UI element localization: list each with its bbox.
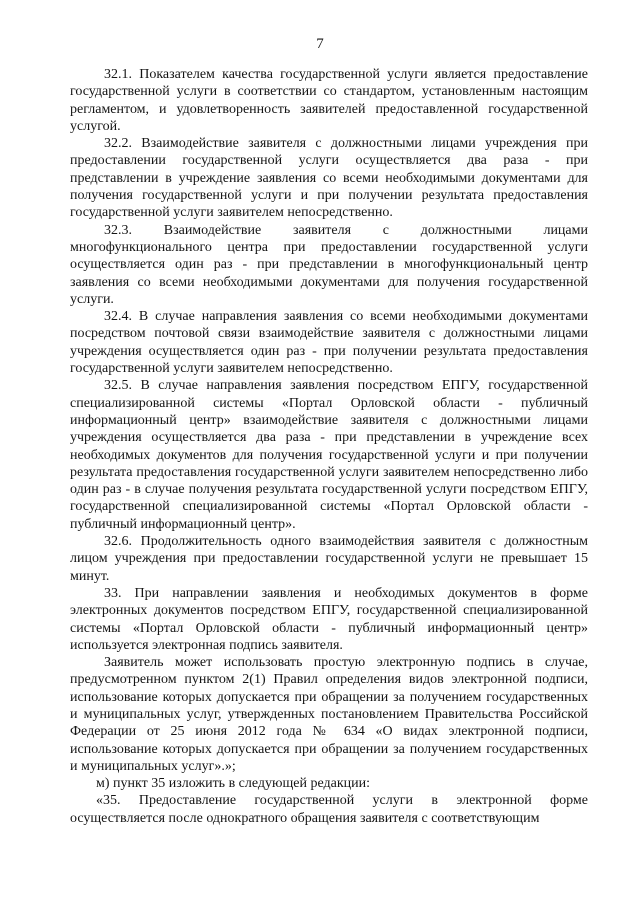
page-number: 7 <box>316 36 324 52</box>
paragraph-33: 33. При направлении заявления и необходимых документов в форме электронных документов посредством ЕПГУ, государственной специализированной системы «Портал Орловской области - публичный информационный центр» используется электронная подпись заявителя. <box>70 585 588 653</box>
paragraph-32-6: 32.6. Продолжительность одного взаимодействия заявителя с должностным лицом учреждения при предоставлении государственной услуги не превышает 15 минут. <box>70 534 588 584</box>
paragraph-32-2: 32.2. Взаимодействие заявителя с должностными лицами учреждения при предоставлении государственной услуги осуществляется два раза - при представлении в учреждение заявления со всеми необходимыми документами для получения государственной услуги и при получении результата предоставления государственной услуги заявителем непосредственно. <box>70 136 588 221</box>
paragraph-32-5: 32.5. В случае направления заявления посредством ЕПГУ, государственной специализированной системы «Портал Орловской области - публичный информационный центр» взаимодействие заявителя с должностными лицами учреждения осуществляется два раза - при представлении в учреждение всех необходимых документов для получения государственной услуги и при получении результата предоставления государственной услуги заявителем непосредственно либо один раз - в случае получения результата государственной услуги посредством ЕПГУ, государственной специализированной системы «Портал Орловской области - публичный информационный центр». <box>70 378 588 532</box>
document-body <box>70 66 588 827</box>
paragraph-32-1: 32.1. Показателем качества государственной услуги является предоставление государственной услуги в соответствии со стандартом, установленным настоящим регламентом, и удовлетворенность заявителей предоставленной государственной услугой. <box>70 67 588 134</box>
paragraph-32-4: 32.4. В случае направления заявления со всеми необходимыми документами посредством почтовой связи взаимодействие заявителя с должностными лицами учреждения осуществляется один раз - при получении результата предоставления государственной услуги заявителем непосредственно. <box>70 309 588 377</box>
paragraph-32-3: 32.3. Взаимодействие заявителя с должностными лицами многофункционального центра при предоставлении государственной услуги осуществляется один раз - при представлении в многофункциональный центр заявления со всеми необходимыми документами для получения государственной услуги. <box>70 222 588 307</box>
paragraph-simple-signature: Заявитель может использовать простую электронную подпись в случае, предусмотренном пунктом 2(1) Правил определения видов электронной подписи, использование которых допускается при обращении за получением государственных и муниципальных услуг, утвержденных постановлением Правительства Российской Федерации от 25 июня 2012 года № 634 «О видах электронной подписи, использование которых допускается при обращении за получением государственных и муниципальных услуг».»; <box>70 655 588 774</box>
paragraph-amendment-m: м) пункт 35 изложить в следующей редакции: <box>96 776 371 792</box>
paragraph-35: «35. Предоставление государственной услуги в электронной форме осуществляется после однократного обращения заявителя с соответствующим <box>70 793 588 826</box>
